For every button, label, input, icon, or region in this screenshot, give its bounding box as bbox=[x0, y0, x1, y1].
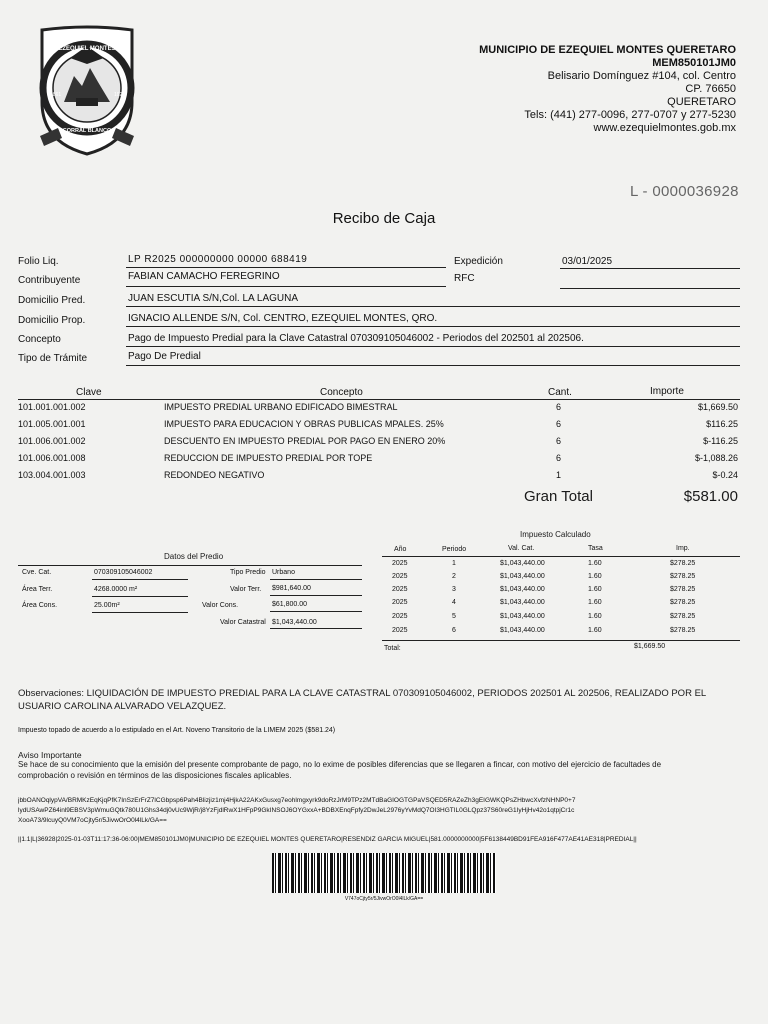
row-imp: $278.25 bbox=[670, 627, 696, 634]
row-clave: 101.005.001.001 bbox=[18, 419, 86, 429]
row-tasa: 1.60 bbox=[588, 586, 602, 593]
observaciones-line1: Observaciones: LIQUIDACIÓN DE IMPUESTO PREDIAL PARA LA CLAVE CATASTRAL 070309105046002, PERIODOS 202501 AL 202506, REALIZADO POR EL bbox=[18, 688, 707, 699]
expedicion-label: Expedición bbox=[454, 256, 503, 267]
area-cons-line bbox=[92, 612, 188, 613]
seal-bottom-text: CORRAL BLANCO bbox=[62, 128, 112, 134]
row-clave: 101.001.001.002 bbox=[18, 402, 86, 412]
items-header-line bbox=[18, 399, 740, 400]
col-anio: Año bbox=[394, 546, 407, 553]
row-val-cat: $1,043,440.00 bbox=[500, 613, 545, 620]
dom-prop-label: Domicilio Prop. bbox=[18, 315, 86, 326]
seal-year-right: 1920 bbox=[114, 92, 126, 98]
row-cant: 6 bbox=[556, 453, 562, 463]
gran-total-value: $581.00 bbox=[683, 488, 738, 505]
row-cant: 6 bbox=[556, 419, 562, 429]
row-anio: 2025 bbox=[392, 586, 408, 593]
row-cant: 6 bbox=[556, 402, 562, 412]
tipo-line bbox=[270, 579, 362, 580]
row-importe: $1,669.50 bbox=[697, 402, 738, 412]
col-imp: Imp. bbox=[676, 545, 690, 552]
area-terr-value: 4268.0000 m² bbox=[94, 586, 138, 593]
col-clave: Clave bbox=[76, 387, 102, 398]
digital-signature-line1: jbbOANOqlypVA/BRMKzEqKjqPfK7InSzErFrZ7lCGbpsp6Pah4Blizjiz1mj4HjkA22AKxGusxg7eohlmgxyrk9doRzJrM9TPz2MTdBaGIOGTGPaVSQED5RAZeZh3gEIGWKQPsZHbwcXvfzNHNP0+7 bbox=[18, 797, 576, 804]
page-title: Recibo de Caja bbox=[332, 210, 436, 227]
row-tasa: 1.60 bbox=[588, 599, 602, 606]
concepto-line bbox=[126, 346, 740, 347]
org-postal-code: CP. 76650 bbox=[685, 83, 736, 95]
row-concepto: DESCUENTO EN IMPUESTO PREDIAL POR PAGO EN ENERO 20% bbox=[164, 436, 446, 446]
row-clave: 103.004.001.003 bbox=[18, 470, 86, 480]
dom-pred-line bbox=[126, 306, 740, 307]
row-tasa: 1.60 bbox=[588, 627, 602, 634]
dom-prop-line bbox=[126, 326, 740, 327]
org-state: QUERETARO bbox=[667, 96, 736, 108]
area-terr-line bbox=[92, 596, 188, 597]
row-anio: 2025 bbox=[392, 613, 408, 620]
tramite-label: Tipo de Trámite bbox=[18, 353, 88, 364]
row-val-cat: $1,043,440.00 bbox=[500, 599, 545, 606]
observaciones-line2: USUARIO CAROLINA ALVARADO VELAZQUEZ. bbox=[18, 701, 227, 712]
org-website: www.ezequielmontes.gob.mx bbox=[593, 122, 736, 134]
header-block bbox=[479, 44, 736, 135]
row-imp: $278.25 bbox=[670, 586, 696, 593]
row-periodo: 2 bbox=[452, 573, 456, 580]
valor-terr-label: Valor Terr. bbox=[230, 586, 262, 593]
row-tasa: 1.60 bbox=[588, 613, 602, 620]
concepto-label: Concepto bbox=[18, 334, 61, 345]
valor-terr-line bbox=[270, 595, 362, 596]
seal-year-left: 1861 bbox=[50, 92, 62, 98]
org-phones: Tels: (441) 277-0096, 277-0707 y 277-5230 bbox=[524, 109, 736, 121]
org-address: Belisario Domínguez #104, col. Centro bbox=[547, 70, 736, 82]
row-anio: 2025 bbox=[392, 627, 408, 634]
valor-terr-value: $981,640.00 bbox=[272, 585, 311, 592]
row-concepto: REDONDEO NEGATIVO bbox=[164, 470, 265, 480]
area-cons-value: 25.00m² bbox=[94, 602, 120, 609]
area-terr-label: Área Terr. bbox=[22, 586, 53, 593]
row-periodo: 1 bbox=[452, 560, 456, 567]
valor-cons-label: Valor Cons. bbox=[202, 602, 239, 609]
row-val-cat: $1,043,440.00 bbox=[500, 560, 545, 567]
row-imp: $278.25 bbox=[670, 599, 696, 606]
contribuyente-line bbox=[126, 286, 446, 287]
aviso-line1: Se hace de su conocimiento que la emisión del presente comprobante de pago, no lo exime de posibles diferencias que se llegaren a fincar, con motivo del ejercicio de facultades de bbox=[18, 760, 662, 769]
tipo-predio-label: Tipo Predio bbox=[230, 569, 266, 576]
aviso-line2: comprobación o revisión en términos de las disposiciones fiscales aplicables. bbox=[18, 771, 292, 780]
municipality-seal bbox=[36, 24, 138, 159]
col-importe: Importe bbox=[650, 386, 684, 397]
row-imp: $278.25 bbox=[670, 560, 696, 567]
col-periodo: Periodo bbox=[442, 546, 467, 553]
row-tasa: 1.60 bbox=[588, 560, 602, 567]
aviso-title: Aviso Importante bbox=[18, 750, 82, 760]
dom-prop-value: IGNACIO ALLENDE S/N, Col. CENTRO, EZEQUIEL MONTES, QRO. bbox=[128, 313, 438, 324]
impuesto-title: Impuesto Calculado bbox=[520, 530, 591, 539]
impuesto-total-label: Total: bbox=[384, 645, 401, 652]
expedicion-value: 03/01/2025 bbox=[562, 256, 613, 267]
row-importe: $116.25 bbox=[706, 419, 738, 429]
row-val-cat: $1,043,440.00 bbox=[500, 573, 545, 580]
barcode bbox=[272, 853, 496, 893]
row-concepto: IMPUESTO PREDIAL URBANO EDIFICADO BIMESTRAL bbox=[164, 402, 398, 412]
tramite-value: Pago De Predial bbox=[128, 351, 201, 362]
dom-pred-label: Domicilio Pred. bbox=[18, 295, 86, 306]
row-anio: 2025 bbox=[392, 599, 408, 606]
row-periodo: 4 bbox=[452, 599, 456, 606]
impuesto-total-value: $1,669.50 bbox=[634, 643, 666, 650]
row-concepto: REDUCCION DE IMPUESTO PREDIAL POR TOPE bbox=[164, 453, 373, 463]
receipt-number: L - 0000036928 bbox=[630, 183, 739, 200]
row-periodo: 6 bbox=[452, 627, 456, 634]
gran-total-label: Gran Total bbox=[524, 488, 593, 505]
org-name: MUNICIPIO DE EZEQUIEL MONTES QUERETARO bbox=[479, 44, 736, 56]
tope-note: Impuesto topado de acuerdo a lo estipulado en el Art. Noveno Transitorio de la LIMEM 2025 ($581.24) bbox=[18, 727, 336, 734]
valor-catastral-label: Valor Catastral bbox=[220, 619, 266, 626]
col-concepto: Concepto bbox=[320, 387, 363, 398]
row-cant: 1 bbox=[556, 470, 562, 480]
folio-line bbox=[126, 267, 446, 268]
row-val-cat: $1,043,440.00 bbox=[500, 586, 545, 593]
rfc-label: RFC bbox=[454, 273, 475, 284]
row-importe: $-1,088.26 bbox=[694, 453, 738, 463]
contribuyente-label: Contribuyente bbox=[18, 275, 81, 286]
expedicion-line bbox=[560, 268, 740, 269]
row-tasa: 1.60 bbox=[588, 573, 602, 580]
valor-catastral-value: $1,043,440.00 bbox=[272, 619, 317, 626]
cve-cat-label: Cve. Cat. bbox=[22, 569, 52, 576]
cve-cat-line bbox=[92, 579, 188, 580]
digital-signature-line2: lydUSAwPZ64inl9EBSV3pWmuGQtk780U1Ghs34dj0vUc9WjR/j8YzFjdlRwX1HFpP9GkINSOJ6OYGxxA+BDBXEnqFpfy2DwJeL2976yYvMdQ7OI3HGTIL0GLQpz37S60reG1IyHjHv42o1qtpjCr1c bbox=[18, 807, 575, 814]
folio-label: Folio Liq. bbox=[18, 256, 59, 267]
row-anio: 2025 bbox=[392, 573, 408, 580]
concepto-value: Pago de Impuesto Predial para la Clave Catastral 070309105046002 - Periodos del 202501 al 202506. bbox=[128, 333, 584, 344]
row-cant: 6 bbox=[556, 436, 562, 446]
digital-signature-line3: XooA73/9lcuyQ0VM7oCjty5r/5JivwOrO0l4lLk/GA== bbox=[18, 817, 167, 824]
seal-top-text: EZEQUIEL MONTES bbox=[58, 46, 116, 52]
row-concepto: IMPUESTO PARA EDUCACION Y OBRAS PUBLICAS MPALES. 25% bbox=[164, 419, 444, 429]
barcode-text: V747oCjty5r/5JivwOrO0l4lLk/GA== bbox=[344, 896, 424, 902]
org-rfc: MEM850101JM0 bbox=[652, 57, 736, 69]
valor-cons-line bbox=[270, 611, 362, 612]
row-importe: $-116.25 bbox=[703, 436, 738, 446]
row-val-cat: $1,043,440.00 bbox=[500, 627, 545, 634]
row-periodo: 5 bbox=[452, 613, 456, 620]
row-importe: $-0.24 bbox=[712, 470, 738, 480]
row-imp: $278.25 bbox=[670, 613, 696, 620]
valor-cons-value: $61,800.00 bbox=[272, 601, 308, 608]
col-cant: Cant. bbox=[548, 387, 572, 398]
row-anio: 2025 bbox=[392, 560, 408, 567]
row-periodo: 3 bbox=[452, 586, 456, 593]
row-clave: 101.006.001.002 bbox=[18, 436, 86, 446]
cve-cat-value: 070309105046002 bbox=[94, 569, 153, 576]
area-cons-label: Área Cons. bbox=[22, 602, 58, 609]
row-clave: 101.006.001.008 bbox=[18, 453, 86, 463]
col-val-cat: Val. Cat. bbox=[508, 545, 535, 552]
folio-value: LP R2025 000000000 00000 688419 bbox=[128, 254, 308, 265]
predio-line bbox=[18, 565, 362, 566]
row-imp: $278.25 bbox=[670, 573, 696, 580]
dom-pred-value: JUAN ESCUTIA S/N,Col. LA LAGUNA bbox=[128, 293, 299, 304]
impuesto-total-line bbox=[382, 640, 740, 641]
col-tasa: Tasa bbox=[588, 545, 603, 552]
tramite-line bbox=[126, 365, 740, 366]
tipo-predio-value: Urbano bbox=[272, 569, 295, 576]
contribuyente-value: FABIAN CAMACHO FEREGRINO bbox=[128, 271, 280, 282]
rfc-line bbox=[560, 288, 740, 289]
impuesto-header-line bbox=[382, 556, 740, 557]
cadena-original: ||1.1|L|36928|2025-01-03T11:17:36-06:00|MEM850101JM0|MUNICIPIO DE EZEQUIEL MONTES QUERETARO|RESENDIZ GARCIA MIGUEL|581.0000000000|5F6138449BD91FEA916F477AE41AE318|PREDIAL|| bbox=[18, 836, 637, 843]
predio-title: Datos del Predio bbox=[164, 552, 224, 561]
valor-catastral-line bbox=[270, 628, 362, 629]
